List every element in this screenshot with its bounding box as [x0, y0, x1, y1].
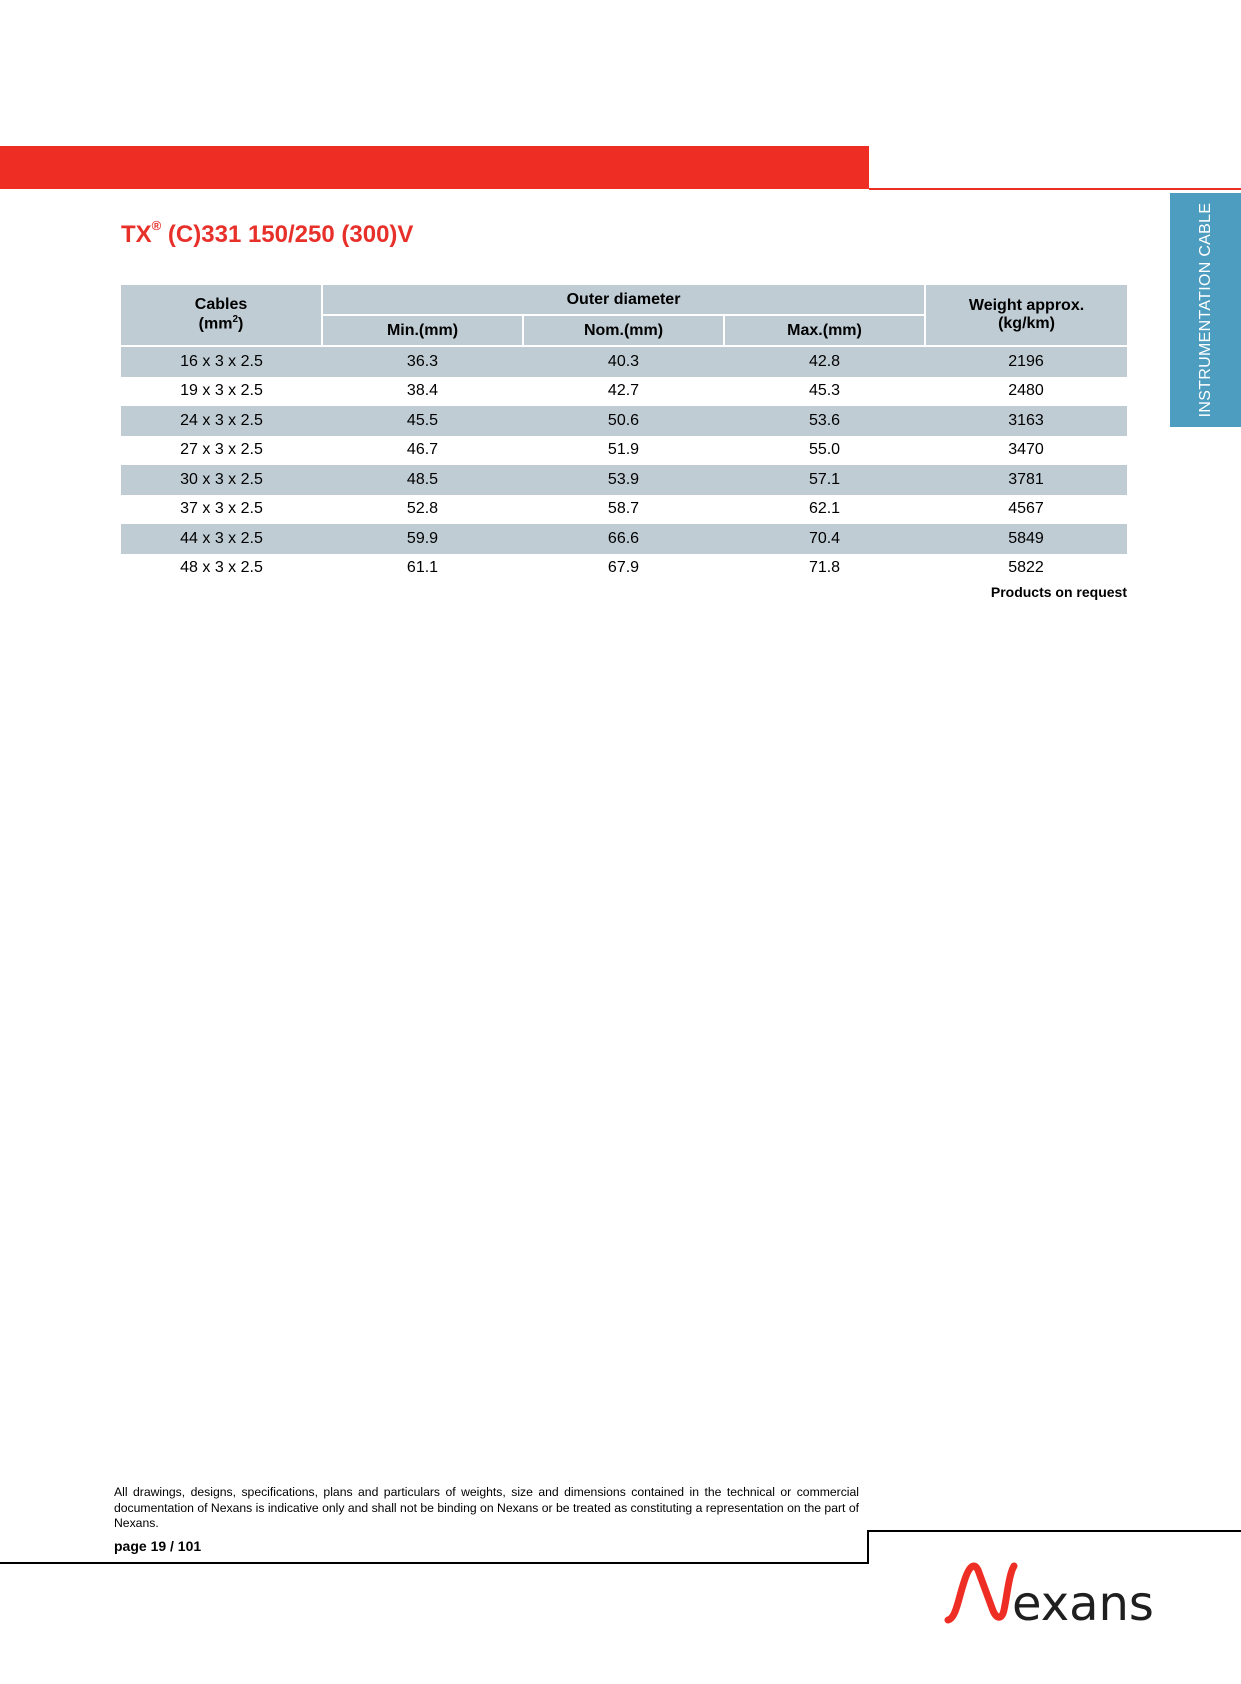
cell-weight: 3470 [925, 436, 1127, 466]
document-title [121, 218, 414, 249]
cell-nom: 40.3 [523, 346, 724, 377]
cell-cables: 19 x 3 x 2.5 [121, 377, 322, 407]
header-nom: Nom.(mm) [523, 315, 724, 346]
cell-min: 38.4 [322, 377, 523, 407]
cell-cables: 44 x 3 x 2.5 [121, 524, 322, 554]
cell-nom: 58.7 [523, 495, 724, 525]
header-red-band [0, 146, 869, 189]
footer-rule [0, 1562, 869, 1564]
title-rest: (C)331 150/250 (300)V [161, 221, 414, 248]
cell-weight: 3781 [925, 465, 1127, 495]
dimensions-table [121, 285, 1127, 583]
table-row [121, 495, 1127, 525]
footer-rule-vertical [867, 1530, 869, 1564]
cell-max: 70.4 [724, 524, 925, 554]
cell-nom: 66.6 [523, 524, 724, 554]
cell-min: 59.9 [322, 524, 523, 554]
cell-min: 52.8 [322, 495, 523, 525]
table-header-row [121, 285, 1127, 315]
header-weight: Weight approx. (kg/km) [925, 285, 1127, 346]
table-row [121, 465, 1127, 495]
header-outer-diameter: Outer diameter [322, 285, 925, 315]
cell-cables: 24 x 3 x 2.5 [121, 406, 322, 436]
logo-wordmark: exans [1012, 1576, 1154, 1626]
table-row [121, 346, 1127, 377]
cell-min: 36.3 [322, 346, 523, 377]
cell-cables: 37 x 3 x 2.5 [121, 495, 322, 525]
header-cables: Cables $(mm^2)$ [121, 285, 322, 346]
table-row [121, 524, 1127, 554]
nexans-logo [944, 1560, 1159, 1626]
title-prefix: TX [121, 221, 152, 248]
side-tab [1170, 193, 1241, 427]
cell-nom: 53.9 [523, 465, 724, 495]
cell-nom: 51.9 [523, 436, 724, 466]
cell-max: 71.8 [724, 554, 925, 584]
products-note: Products on request [990, 584, 1127, 600]
cell-max: 53.6 [724, 406, 925, 436]
table-row [121, 554, 1127, 584]
cell-weight: 2196 [925, 346, 1127, 377]
table-row [121, 436, 1127, 466]
cell-min: 45.5 [322, 406, 523, 436]
cell-max: 57.1 [724, 465, 925, 495]
header-red-line [869, 188, 1241, 190]
logo-n-mark [948, 1566, 1014, 1620]
cell-max: 62.1 [724, 495, 925, 525]
cell-nom: 42.7 [523, 377, 724, 407]
cell-min: 46.7 [322, 436, 523, 466]
cell-max: 45.3 [724, 377, 925, 407]
cell-weight: 5822 [925, 554, 1127, 584]
cell-weight: 3163 [925, 406, 1127, 436]
page-number: page 19 / 101 [114, 1538, 202, 1554]
cell-max: 42.8 [724, 346, 925, 377]
cell-cables: 27 x 3 x 2.5 [121, 436, 322, 466]
cell-weight: 4567 [925, 495, 1127, 525]
table-row [121, 406, 1127, 436]
header-max: Max.(mm) [724, 315, 925, 346]
header-min: Min.(mm) [322, 315, 523, 346]
cell-weight: 5849 [925, 524, 1127, 554]
cell-min: 61.1 [322, 554, 523, 584]
cell-cables: 30 x 3 x 2.5 [121, 465, 322, 495]
cell-weight: 2480 [925, 377, 1127, 407]
cell-min: 48.5 [322, 465, 523, 495]
side-tab-label: INSTRUMENTATION CABLE [1196, 202, 1214, 418]
footer-rule-top [867, 1530, 1241, 1532]
cell-nom: 67.9 [523, 554, 724, 584]
cell-cables: 48 x 3 x 2.5 [121, 554, 322, 584]
cell-nom: 50.6 [523, 406, 724, 436]
registered-mark: ® [151, 218, 162, 233]
table-row [121, 377, 1127, 407]
cell-max: 55.0 [724, 436, 925, 466]
disclaimer-text: All drawings, designs, specifications, plans and particulars of weights, size and dimensions contained in the technical or commercial documentation of Nexans is indicative only and shall not be binding on Nexans or be treated as constituting a representation on the part of Nexans. [114, 1485, 859, 1530]
cell-cables: 16 x 3 x 2.5 [121, 346, 322, 377]
